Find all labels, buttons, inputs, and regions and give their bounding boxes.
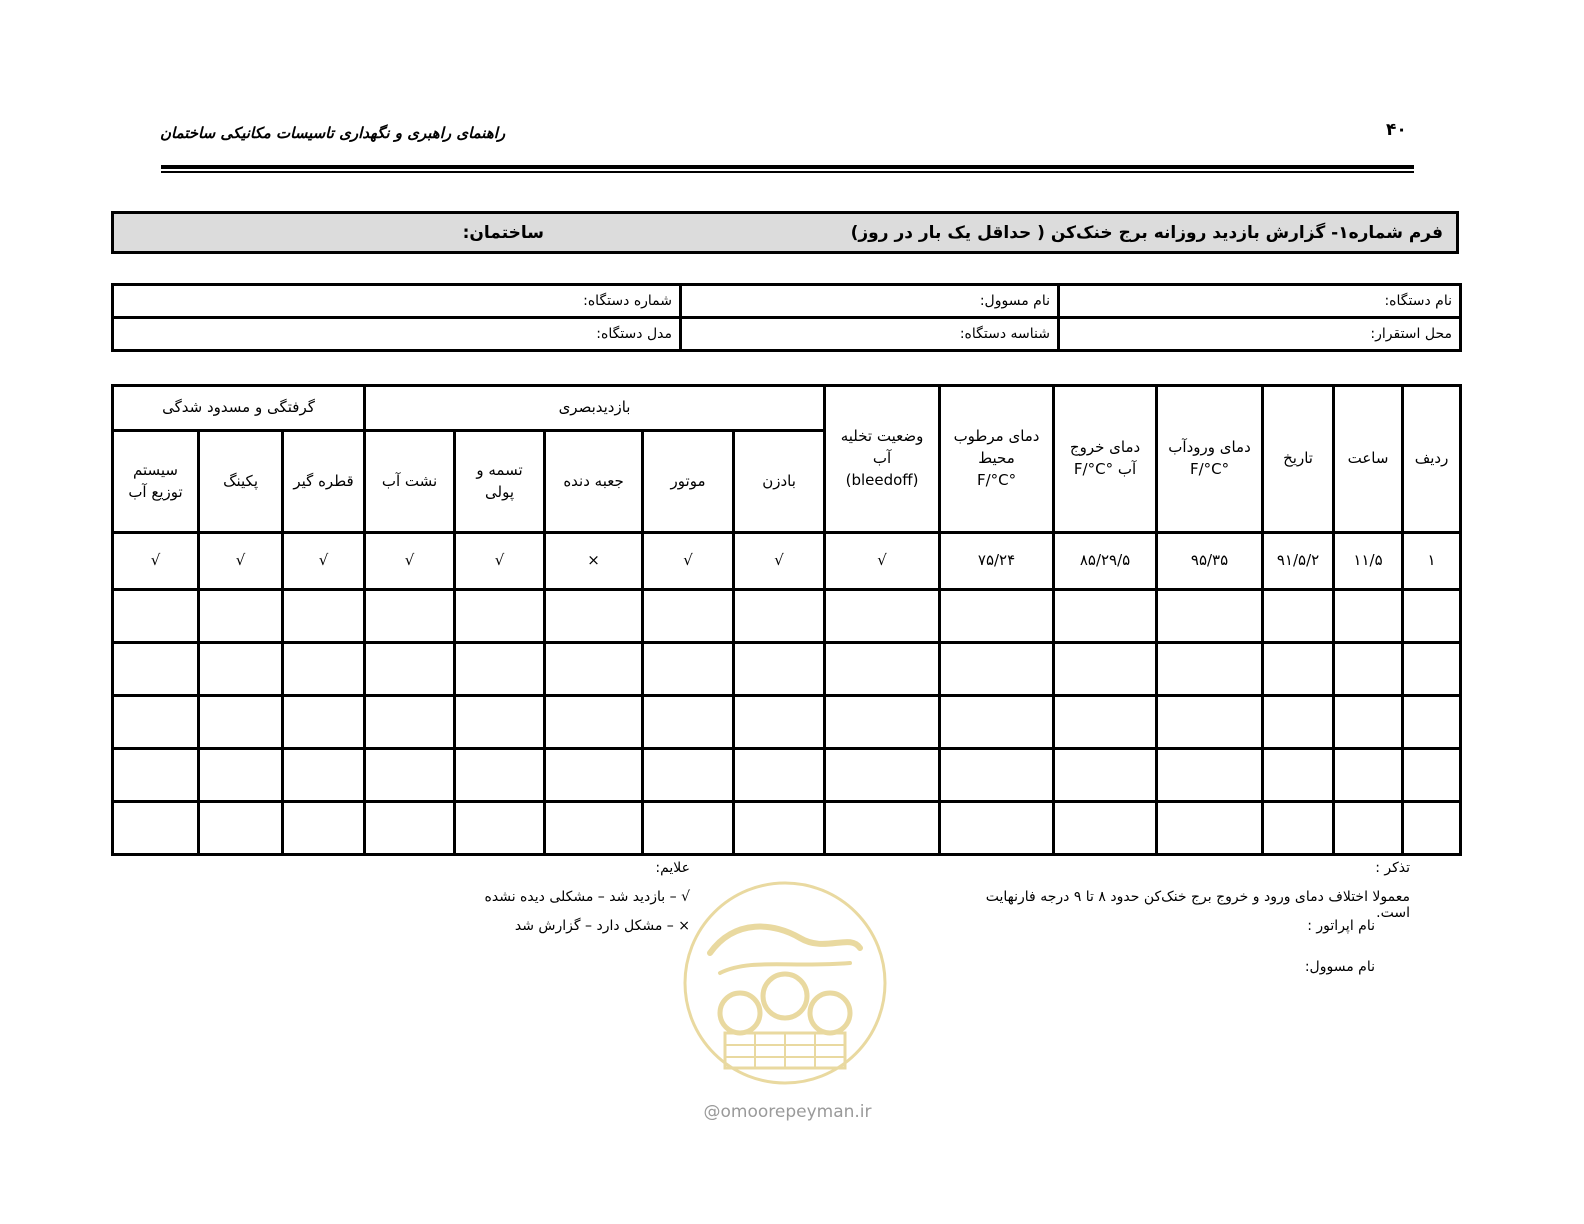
col-header-outlet-temp-label: دمای خروج: [1069, 438, 1141, 457]
col-header-gearbox: جعبه دنده: [545, 431, 643, 533]
inspection-log-table: [111, 384, 1462, 856]
watermark-logo: [680, 878, 890, 1088]
cell-inlet: ۹۵/۳۵: [1157, 533, 1263, 590]
table-row: [113, 643, 1461, 696]
col-header-time: ساعت: [1334, 386, 1403, 533]
col-header-wetbulb-unit: °F/°C: [976, 470, 1017, 489]
device-number-field: شماره دستگاه:: [113, 285, 681, 318]
cell-belt: √: [455, 533, 545, 590]
col-header-bleed-label: وضعیت تخلیه: [840, 427, 924, 446]
cell-bleed: √: [825, 533, 940, 590]
page-number: ۴۰: [1386, 120, 1407, 140]
cell-drift: √: [283, 533, 365, 590]
col-header-bleed: [825, 386, 940, 533]
col-header-bleed-label-3: (bleedoff): [845, 470, 919, 489]
col-header-belt-label-2: پولی: [485, 482, 515, 501]
device-name-field: نام دستگاه:: [1059, 285, 1461, 318]
cell-time: ۱۱/۵: [1334, 533, 1403, 590]
cell-leak: √: [365, 533, 455, 590]
header-rule-thin: [161, 171, 1414, 173]
legend-cross: × – مشکل دارد – گزارش شد: [514, 918, 690, 934]
cell-date: ۹۱/۵/۲: [1263, 533, 1334, 590]
reminder-label: تذکر :: [1375, 860, 1410, 876]
col-header-leak: نشت آب: [365, 431, 455, 533]
col-header-bleed-label-2: آب: [872, 449, 892, 468]
cell-distribution: √: [113, 533, 199, 590]
device-info-table: [111, 283, 1462, 352]
header-rule: [161, 165, 1414, 169]
col-header-packing: پکینگ: [199, 431, 283, 533]
device-model-field: مدل دستگاه:: [113, 318, 681, 351]
col-header-fan: بادزن: [734, 431, 825, 533]
form-title-bar: [111, 211, 1459, 254]
col-header-inlet-temp-label: دمای ورودآب: [1168, 438, 1251, 457]
cell-gearbox: ×: [545, 533, 643, 590]
legend-title: علایم:: [655, 860, 690, 876]
cell-wetbulb: ۷۵/۲۴: [940, 533, 1054, 590]
responsible-name-field: نام مسوول:: [681, 285, 1059, 318]
table-row: [113, 533, 1461, 590]
col-header-distribution-label-2: توزیع آب: [128, 482, 183, 501]
col-header-belt-label: تسمه و: [476, 460, 523, 479]
col-header-distribution-label: سیستم: [133, 460, 179, 479]
device-id-field: شناسه دستگاه:: [681, 318, 1059, 351]
group-header-visual: بازدیدبصری: [365, 386, 825, 431]
legend-section: [480, 860, 690, 947]
legend-check: √ – بازدید شد – مشکلی دیده نشده: [484, 889, 690, 905]
col-header-inlet-temp: [1157, 386, 1263, 533]
location-field: محل استقرار:: [1059, 318, 1461, 351]
table-row: [113, 696, 1461, 749]
watermark-caption: @omoorepeyman.ir: [703, 1102, 872, 1122]
cell-motor: √: [643, 533, 734, 590]
col-header-drift: قطره گیر: [283, 431, 365, 533]
building-label: ساختمان:: [462, 223, 544, 243]
col-header-date: تاریخ: [1263, 386, 1334, 533]
running-header-title: راهنمای راهبری و نگهداری تاسیسات مکانیکی ساختمان: [160, 124, 506, 142]
col-header-distribution: [113, 431, 199, 533]
cell-outlet: ۸۵/۲۹/۵: [1054, 533, 1157, 590]
reminder-text: معمولا اختلاف دمای ورود و خروج برج خنک‌کن حدود ۸ تا ۹ درجه فارنهایت است.: [985, 889, 1410, 921]
col-header-motor: موتور: [643, 431, 734, 533]
col-header-wetbulb-label: دمای مرطوب: [953, 427, 1040, 446]
cell-row: ۱: [1403, 533, 1461, 590]
col-header-row: ردیف: [1403, 386, 1461, 533]
col-header-outlet-temp-unit: آب °F/°C: [1073, 460, 1137, 478]
group-header-fouling: گرفتگی و مسدود شدگی: [113, 386, 365, 431]
cell-fan: √: [734, 533, 825, 590]
col-header-inlet-temp-unit: °F/°C: [1189, 460, 1230, 478]
col-header-wetbulb-label-2: محیط: [978, 449, 1015, 468]
col-header-wetbulb: [940, 386, 1054, 533]
form-title: فرم شماره۱- گزارش بازدید روزانه برج خنک‌کن ( حداقل یک بار در روز): [850, 223, 1443, 243]
responsible-label: نام مسوول:: [1304, 959, 1375, 975]
notes-section: [948, 860, 1410, 988]
cell-packing: √: [199, 533, 283, 590]
table-row: [113, 749, 1461, 802]
col-header-belt: [455, 431, 545, 533]
operator-label: نام اپراتور :: [1307, 918, 1375, 934]
table-row: [113, 802, 1461, 855]
col-header-outlet-temp: [1054, 386, 1157, 533]
table-row: [113, 590, 1461, 643]
